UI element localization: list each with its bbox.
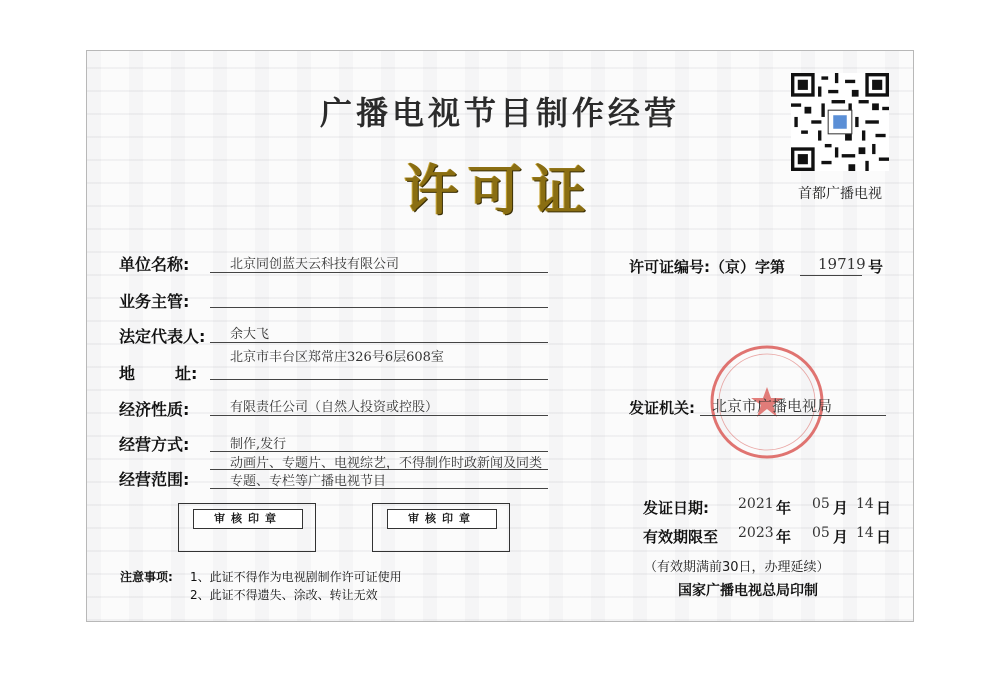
business-scope-underline2 [210, 488, 548, 489]
license-heading: 许可证 [404, 158, 596, 222]
review-stamp-label-2: 审核印章 [387, 509, 497, 529]
address-line [210, 379, 548, 380]
notice-item-1: 1、此证不得作为电视剧制作许可证使用 [190, 570, 402, 584]
valid-day: 14 [856, 525, 874, 541]
business-scope-line2: 专题、专栏等广播电视节目 [230, 474, 387, 489]
unit-name-value: 北京同创蓝天云科技有限公司 [230, 257, 400, 272]
license-number-suffix: 号 [868, 258, 884, 276]
business-supervisor-label: 业务主管: [119, 292, 190, 311]
business-supervisor-line [210, 307, 548, 308]
qr-caption: 首都广播电视 [798, 186, 882, 202]
license-number-line [800, 275, 862, 276]
valid-year: 2023 [738, 525, 774, 541]
printed-by: 国家广播电视总局印制 [678, 583, 818, 599]
issue-year-char: 年 [776, 499, 792, 517]
issue-day: 14 [856, 496, 874, 512]
legal-representative-value: 余大飞 [230, 327, 270, 342]
issuing-authority-line [700, 415, 886, 416]
unit-name-line [210, 272, 548, 273]
legal-representative-line [210, 342, 548, 343]
valid-day-char: 日 [876, 528, 892, 546]
valid-until-label: 有效期限至 [643, 528, 719, 546]
license-number-label: 许可证编号:（京）字第 [629, 258, 785, 276]
issue-month-char: 月 [833, 499, 849, 517]
issue-day-char: 日 [876, 499, 892, 517]
address-label-char2: 址: [175, 364, 198, 383]
business-mode-value: 制作,发行 [230, 437, 287, 452]
issuing-authority-label: 发证机关: [629, 399, 695, 417]
business-mode-label: 经营方式: [119, 435, 190, 454]
valid-month-char: 月 [833, 528, 849, 546]
issue-date-label: 发证日期: [643, 499, 709, 517]
notice-item-2: 2、此证不得遗失、涂改、转让无效 [190, 588, 378, 602]
business-scope-line1: 动画片、专题片、电视综艺，不得制作时政新闻及同类 [230, 456, 543, 471]
economic-nature-line [210, 415, 548, 416]
issue-year: 2021 [738, 496, 774, 512]
license-number-value: 19719 [818, 255, 866, 273]
valid-year-char: 年 [776, 528, 792, 546]
review-stamp-label-1: 审核印章 [193, 509, 303, 529]
unit-name-label: 单位名称: [119, 255, 190, 274]
valid-month: 05 [812, 525, 830, 541]
issuing-authority-value: 北京市广播电视局 [712, 397, 833, 415]
legal-representative-label: 法定代表人: [119, 327, 206, 346]
address-value: 北京市丰台区郑常庄326号6层608室 [230, 350, 444, 365]
notice-title: 注意事项: [120, 570, 173, 584]
economic-nature-label: 经济性质: [119, 400, 190, 419]
business-scope-label: 经营范围: [119, 470, 190, 489]
renewal-note: （有效期满前30日，办理延续） [644, 560, 830, 575]
economic-nature-value: 有限责任公司（自然人投资或控股） [230, 400, 439, 415]
qr-code [791, 73, 889, 171]
certificate-title: 广播电视节目制作经营 [319, 94, 680, 132]
address-label-char1: 地 [119, 364, 136, 383]
issue-month: 05 [812, 496, 830, 512]
